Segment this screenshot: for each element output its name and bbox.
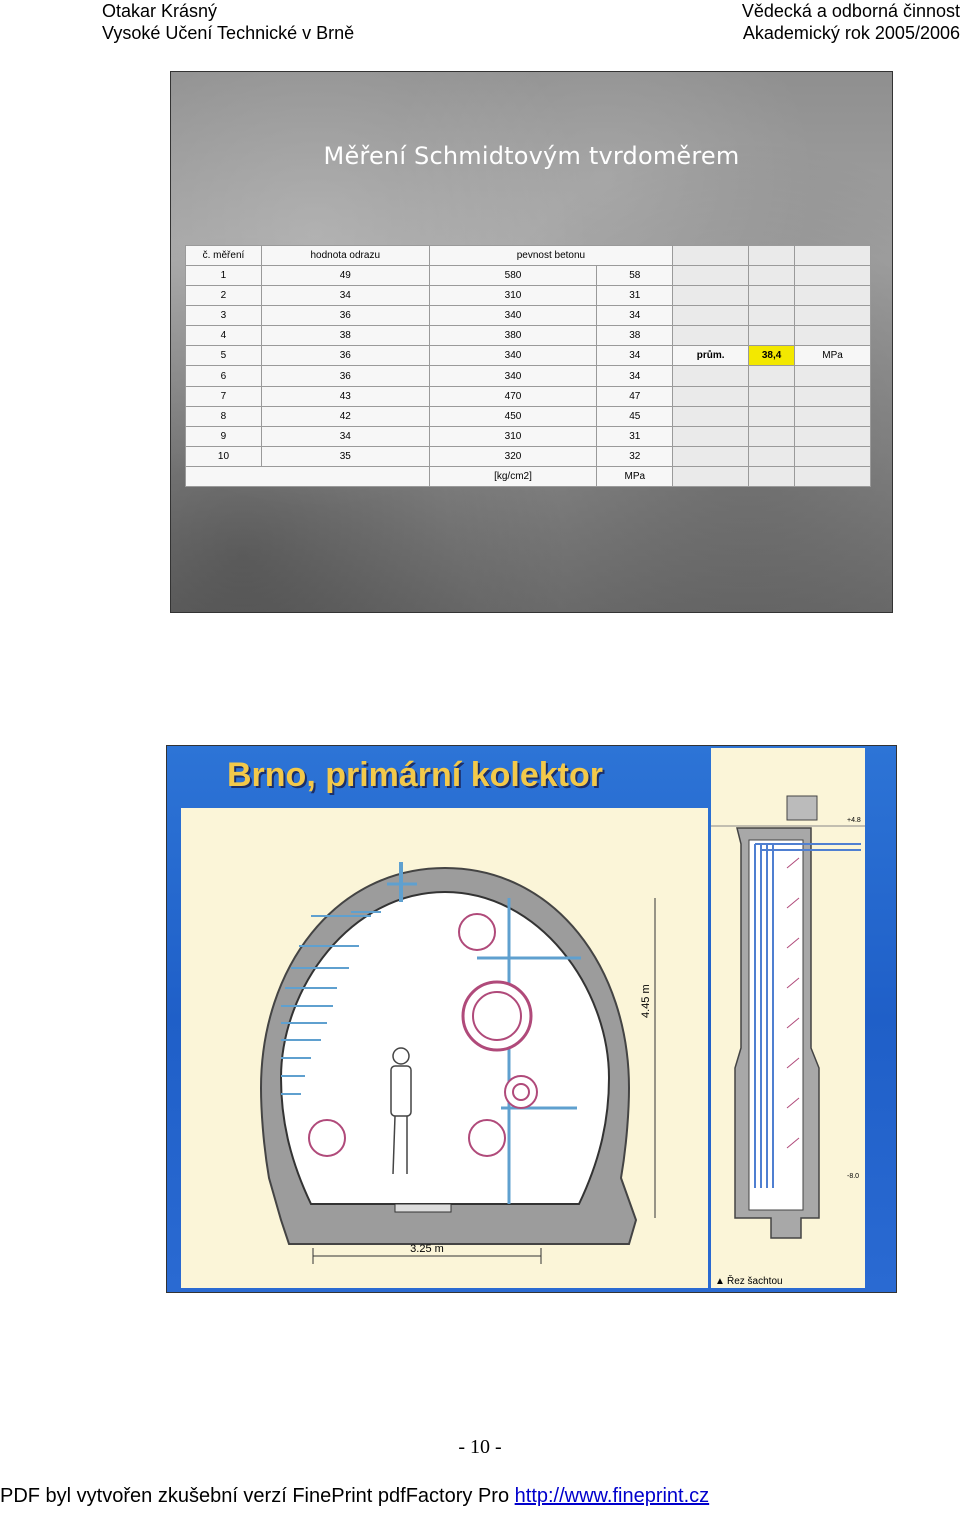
cell-kgcm2: 340: [429, 306, 597, 326]
cell-rebound: 43: [261, 386, 429, 406]
empty-cell: [673, 246, 749, 266]
table-row: [186, 286, 871, 306]
pdf-footer-text: PDF byl vytvořen zkušební verzí FinePrint pdfFactory Pro: [0, 1485, 515, 1507]
cell-no: 3: [186, 306, 262, 326]
empty-cell: [749, 326, 795, 346]
header-author: Otakar Krásný: [102, 1, 218, 21]
cell-kgcm2: 470: [429, 386, 597, 406]
empty-cell: [673, 326, 749, 346]
table-row: [186, 386, 871, 406]
empty-cell: [673, 446, 749, 466]
shaft-section: [711, 748, 865, 1288]
table-row: [186, 426, 871, 446]
average-value: 38,4: [749, 346, 795, 366]
header-school: Vysoké Učení Technické v Brně: [102, 23, 355, 43]
empty-cell: [795, 446, 871, 466]
empty-cell: [673, 266, 749, 286]
header-project: Vědecká a odborná činnost: [741, 1, 960, 21]
shaft-drawing: [711, 748, 865, 1288]
table-row: [186, 326, 871, 346]
empty-cell: [795, 466, 871, 486]
cell-mpa: 45: [597, 406, 673, 426]
empty-cell: [795, 306, 871, 326]
empty-cell: [749, 466, 795, 486]
empty-cell: [673, 426, 749, 446]
empty-cell: [795, 326, 871, 346]
cell-mpa: 31: [597, 286, 673, 306]
cell-rebound: 36: [261, 366, 429, 386]
tunnel-cross-section: [181, 808, 708, 1288]
table-header-row: [186, 246, 871, 266]
tunnel-drawing: [181, 808, 708, 1288]
level-bottom-label: -8.0: [847, 1173, 860, 1180]
cell-rebound: 35: [261, 446, 429, 466]
cell-mpa: 34: [597, 366, 673, 386]
table-row: [186, 306, 871, 326]
header-strength: pevnost betonu: [429, 246, 673, 266]
measurement-table: [185, 245, 871, 487]
empty-cell: [749, 266, 795, 286]
cell-rebound: 34: [261, 426, 429, 446]
empty-cell: [749, 406, 795, 426]
empty-cell: [795, 286, 871, 306]
width-dimension-label: 3.25 m: [410, 1243, 444, 1255]
cell-no: 8: [186, 406, 262, 426]
cell-kgcm2: 310: [429, 286, 597, 306]
header-rebound: hodnota odrazu: [261, 246, 429, 266]
cell-mpa: 34: [597, 346, 673, 366]
empty-cell: [186, 466, 430, 486]
table-row: [186, 346, 871, 366]
cell-kgcm2: 320: [429, 446, 597, 466]
cell-mpa: 34: [597, 306, 673, 326]
empty-cell: [795, 366, 871, 386]
cell-no: 7: [186, 386, 262, 406]
cell-kgcm2: 340: [429, 366, 597, 386]
height-dimension-label: 4.45 m: [640, 984, 652, 1018]
header-year: Akademický rok 2005/2006: [742, 23, 960, 43]
empty-cell: [749, 306, 795, 326]
drain-channel: [395, 1204, 451, 1212]
table-row: [186, 366, 871, 386]
empty-cell: [795, 426, 871, 446]
slide-schmidt-measurement: [170, 71, 893, 613]
unit-mpa: MPa: [597, 466, 673, 486]
empty-cell: [795, 386, 871, 406]
slide2-title: Brno, primární kolektor: [227, 756, 603, 794]
average-unit: MPa: [795, 346, 871, 366]
cell-kgcm2: 580: [429, 266, 597, 286]
empty-cell: [749, 426, 795, 446]
level-top-label: +4.8: [847, 817, 861, 824]
empty-cell: [673, 406, 749, 426]
cell-rebound: 36: [261, 346, 429, 366]
cell-no: 2: [186, 286, 262, 306]
empty-cell: [673, 466, 749, 486]
table-row: [186, 446, 871, 466]
slide-brno-collector: [166, 745, 897, 1293]
cell-mpa: 31: [597, 426, 673, 446]
cell-rebound: 42: [261, 406, 429, 426]
cell-no: 9: [186, 426, 262, 446]
cell-kgcm2: 380: [429, 326, 597, 346]
cell-mpa: 47: [597, 386, 673, 406]
empty-cell: [673, 286, 749, 306]
cell-no: 5: [186, 346, 262, 366]
shaft-caption: Řez šachtou: [727, 1276, 783, 1287]
unit-kgcm2: [kg/cm2]: [429, 466, 597, 486]
pipe: [459, 914, 495, 950]
cell-mpa: 32: [597, 446, 673, 466]
cell-no: 4: [186, 326, 262, 346]
empty-cell: [749, 386, 795, 406]
cell-rebound: 38: [261, 326, 429, 346]
table-row: [186, 266, 871, 286]
empty-cell: [749, 366, 795, 386]
pipe: [469, 1120, 505, 1156]
empty-cell: [749, 446, 795, 466]
cell-mpa: 38: [597, 326, 673, 346]
cell-no: 10: [186, 446, 262, 466]
fineprint-link[interactable]: http://www.fineprint.cz: [514, 1485, 710, 1507]
pipe: [309, 1120, 345, 1156]
cell-no: 6: [186, 366, 262, 386]
units-row: [186, 466, 871, 486]
empty-cell: [795, 246, 871, 266]
page-number: - 10 -: [458, 1436, 502, 1458]
shaft-head: [787, 796, 817, 820]
empty-cell: [673, 306, 749, 326]
empty-cell: [795, 406, 871, 426]
empty-cell: [673, 366, 749, 386]
empty-cell: [673, 386, 749, 406]
cell-rebound: 49: [261, 266, 429, 286]
shaft-caption-icon: ▲: [715, 1276, 725, 1287]
cell-kgcm2: 450: [429, 406, 597, 426]
shaft-interior: [749, 840, 803, 1210]
slide1-title: Měření Schmidtovým tvrdoměrem: [323, 142, 740, 170]
pdf-footer: [0, 1485, 709, 1508]
hanger: [399, 862, 403, 902]
cell-kgcm2: 310: [429, 426, 597, 446]
empty-cell: [795, 266, 871, 286]
table-row: [186, 406, 871, 426]
cell-mpa: 58: [597, 266, 673, 286]
empty-cell: [749, 286, 795, 306]
empty-cell: [749, 246, 795, 266]
average-label: prům.: [673, 346, 749, 366]
cell-rebound: 36: [261, 306, 429, 326]
cell-rebound: 34: [261, 286, 429, 306]
cell-kgcm2: 340: [429, 346, 597, 366]
cell-no: 1: [186, 266, 262, 286]
header-measurement-no: č. měření: [186, 246, 262, 266]
